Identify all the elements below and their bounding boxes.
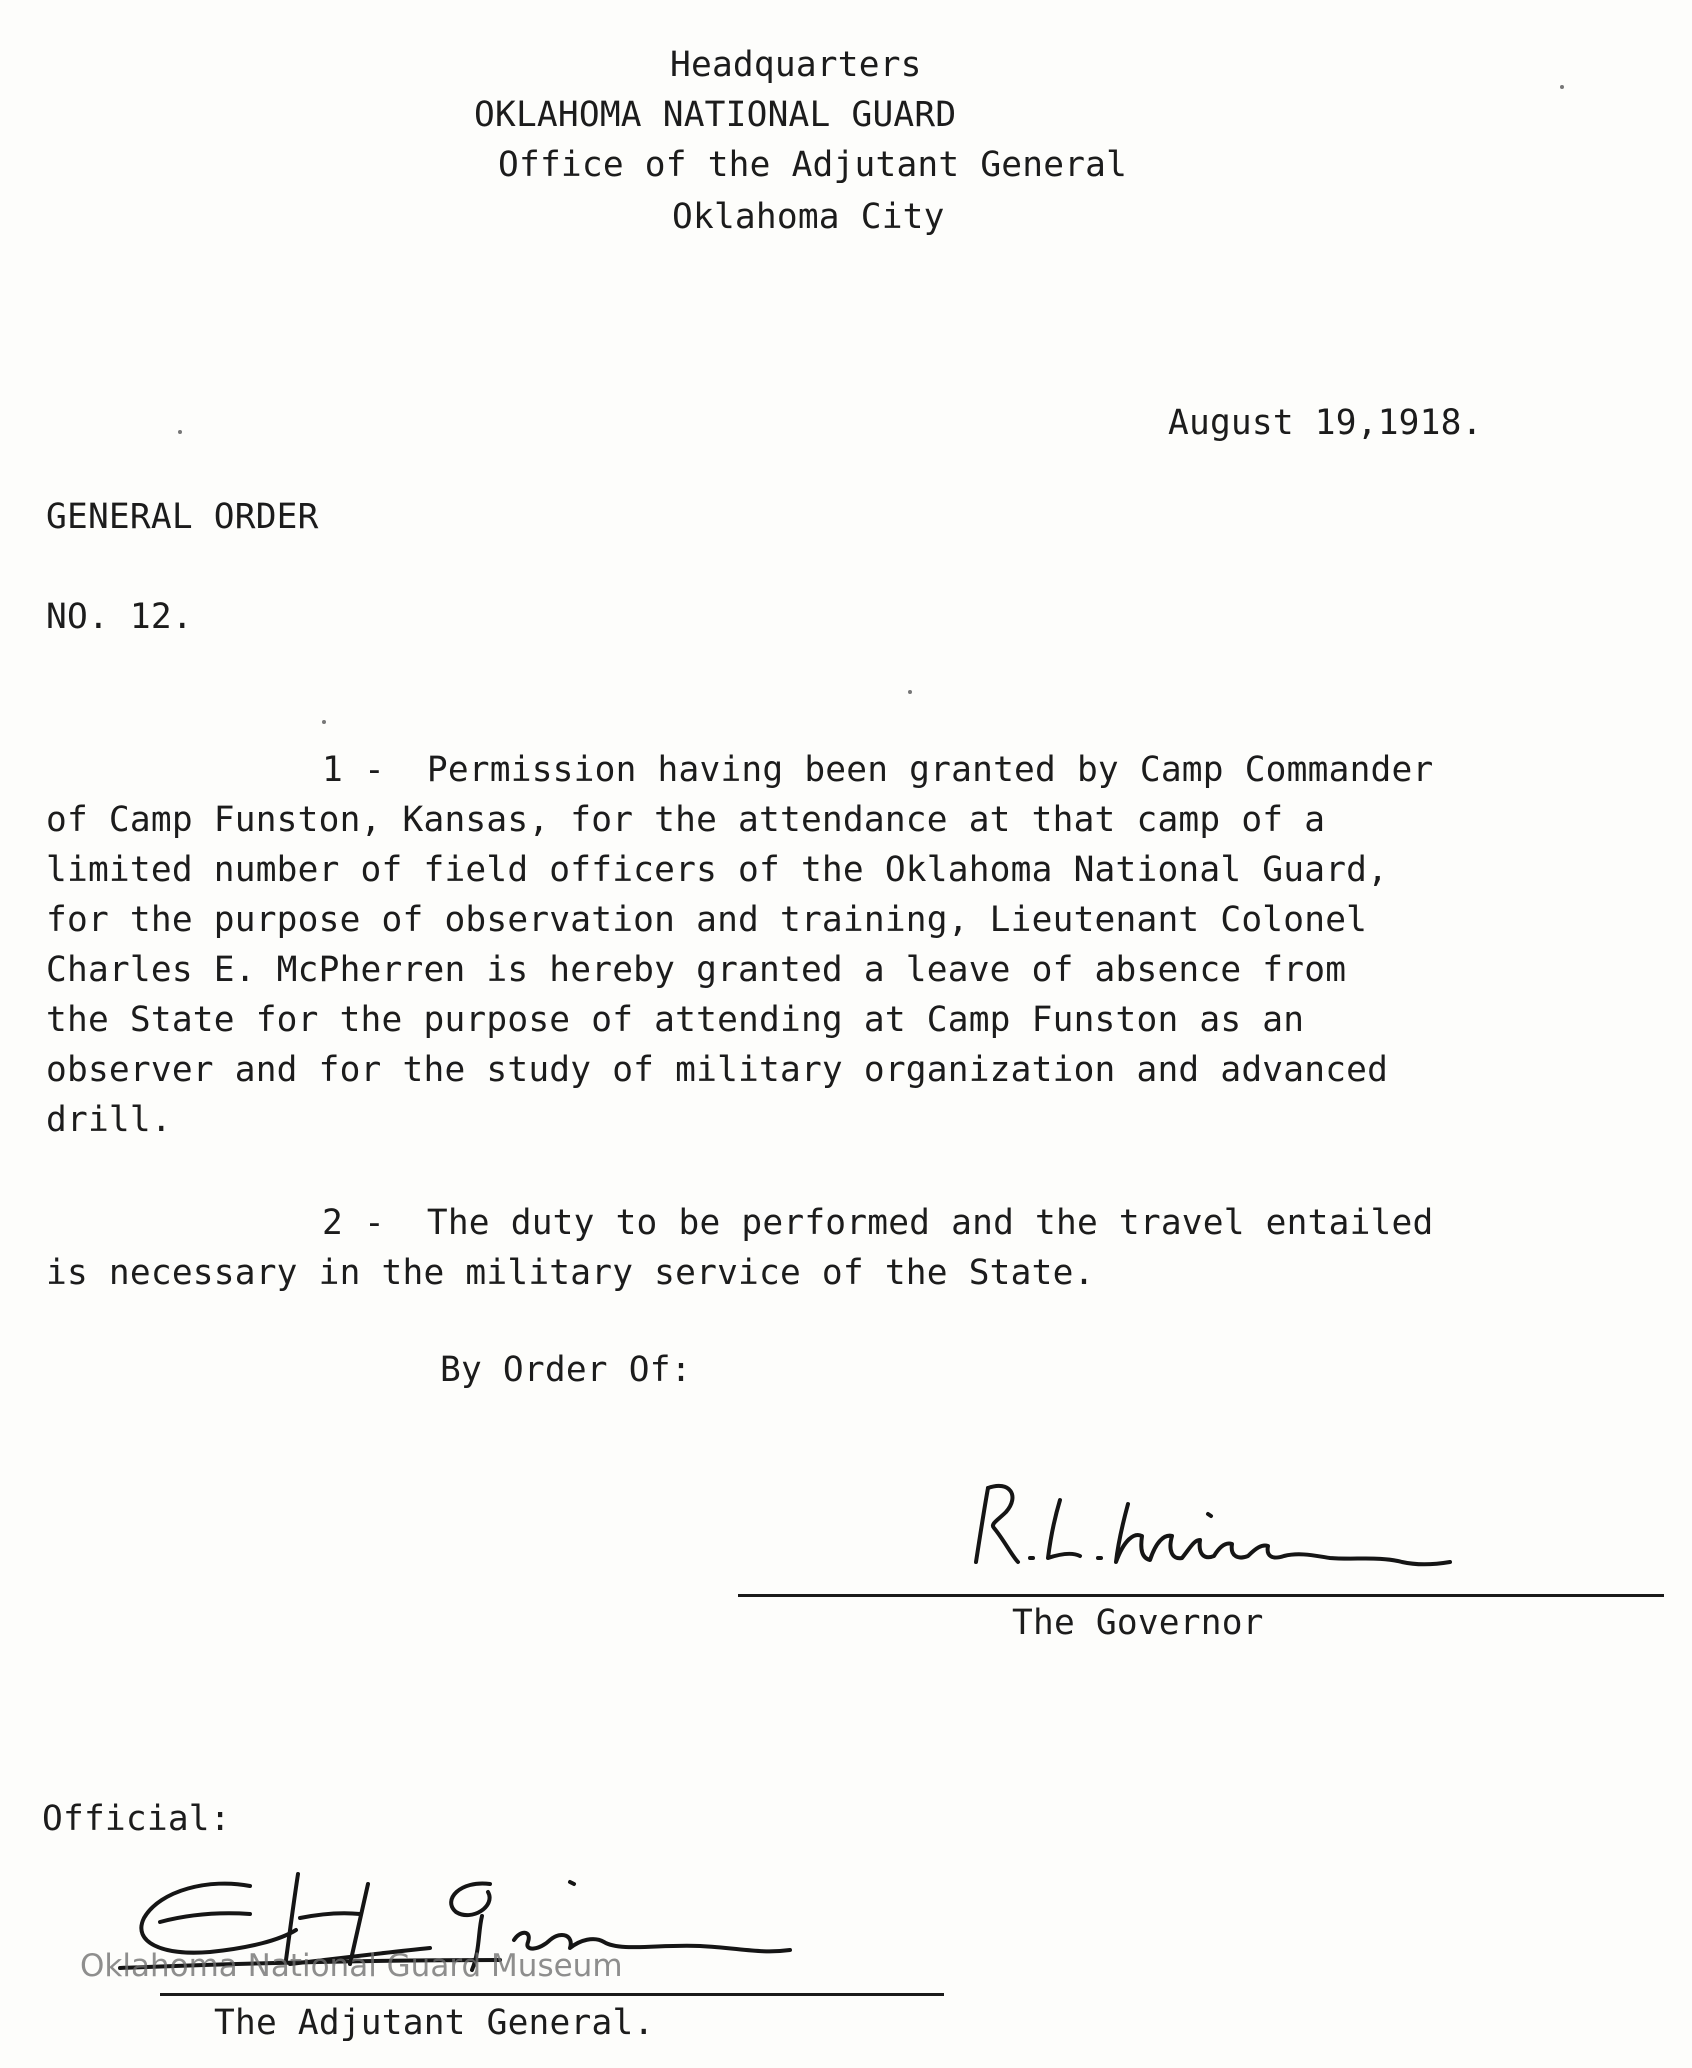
paragraph-2-line: is necessary in the military service of the State. [46, 1253, 1095, 1293]
by-order-of: By Order Of: [440, 1350, 692, 1390]
header-headquarters: Headquarters [670, 45, 922, 85]
paragraph-1-line: 1 - Permission having been granted by Camp Commander [322, 750, 1434, 790]
paragraph-1-line: observer and for the study of military organization and advanced [46, 1050, 1389, 1090]
paper-speck [1560, 85, 1564, 89]
header-organization: OKLAHOMA NATIONAL GUARD [474, 95, 957, 135]
paragraph-2-line: 2 - The duty to be performed and the travel entailed [322, 1203, 1434, 1243]
paper-speck [178, 430, 182, 434]
paragraph-1-line: of Camp Funston, Kansas, for the attendance at that camp of a [46, 800, 1326, 840]
paper-speck [908, 690, 912, 694]
adjutant-signature-line [160, 1993, 944, 1996]
paragraph-1-line: drill. [46, 1100, 172, 1140]
paragraph-1-line: for the purpose of observation and training, Lieutenant Colonel [46, 900, 1368, 940]
paragraph-1-line: the State for the purpose of attending at Camp Funston as an [46, 1000, 1305, 1040]
paragraph-1-line: Charles E. McPherren is hereby granted a leave of absence from [46, 950, 1347, 990]
paper-speck [322, 720, 326, 724]
document-date: August 19,1918. [1168, 403, 1483, 443]
adjutant-general-title: The Adjutant General. [214, 2003, 655, 2043]
paragraph-1-line: limited number of field officers of the Oklahoma National Guard, [46, 850, 1389, 890]
official-label: Official: [42, 1799, 231, 1839]
header-office: Office of the Adjutant General [498, 145, 1128, 185]
order-title: GENERAL ORDER [46, 497, 319, 537]
governor-signature-line [738, 1594, 1664, 1597]
museum-watermark: Oklahoma National Guard Museum [80, 1948, 623, 1984]
governor-title: The Governor [1012, 1603, 1264, 1643]
header-city: Oklahoma City [672, 197, 945, 237]
order-number: NO. 12. [46, 597, 193, 637]
governor-signature [950, 1470, 1530, 1580]
